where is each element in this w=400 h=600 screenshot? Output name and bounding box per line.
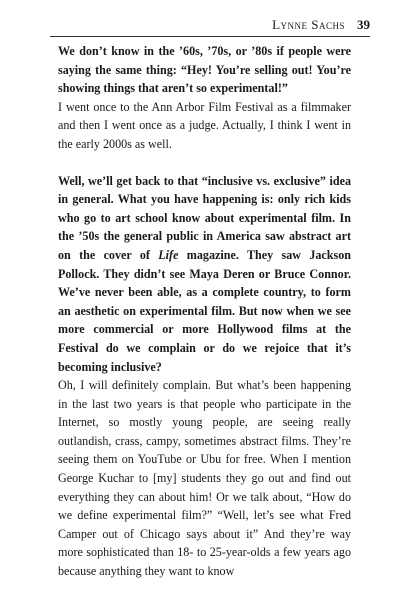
interview-body — [58, 42, 351, 581]
answer-paragraph: Oh, I will definitely complain. But what’s been happening in the last two years is that people who participate in the Internet, so mostly young people, are seeing really outlandish, crass, campy, sometimes abstract films. They’re seeing them on YouTube or Ubu for free. When I mention George Kuchar to [my] students they go out and find out everything they can about him! Or we talk about, “How do we define experimental film?” “Well, let’s see what Fred Camper out of Chicago says about it” And they’re way more sophisticated than 18- to 25-year-olds a few years ago because anything they want to know — [58, 378, 351, 579]
question-text: Well, we’ll get back to that “inclusive vs. exclusive” idea in general. What you have happening is: only rich kids who go to art school know about experimental film. In the ’50s the general public in America saw abstract art on the cover of — [58, 173, 351, 262]
paragraph-gap — [58, 154, 351, 172]
question-text: magazine. They saw Jackson Pollock. They didn’t see Maya Deren or Bruce Connor. We’ve never been able, as a complete country, to form an aesthetic on experimental film. But now when we see more commercial or more Hollywood films at the Festival do we complain or do we rejoice that it’s becoming inclusive? — [58, 247, 351, 374]
question-paragraph — [58, 172, 351, 377]
page-number: 39 — [357, 17, 370, 32]
running-head-author: Lynne Sachs — [272, 17, 345, 32]
header-rule — [50, 36, 370, 37]
running-head — [272, 17, 370, 33]
magazine-title: Life — [158, 247, 179, 262]
question-paragraph: We don’t know in the ’60s, ’70s, or ’80s if people were saying the same thing: “Hey! You’re selling out! You’re showing things that aren’t so experimental!” — [58, 44, 351, 96]
answer-paragraph: I went once to the Ann Arbor Film Festival as a filmmaker and then I went once as a judge. Actually, I think I went in the early 2000s as well. — [58, 99, 351, 151]
